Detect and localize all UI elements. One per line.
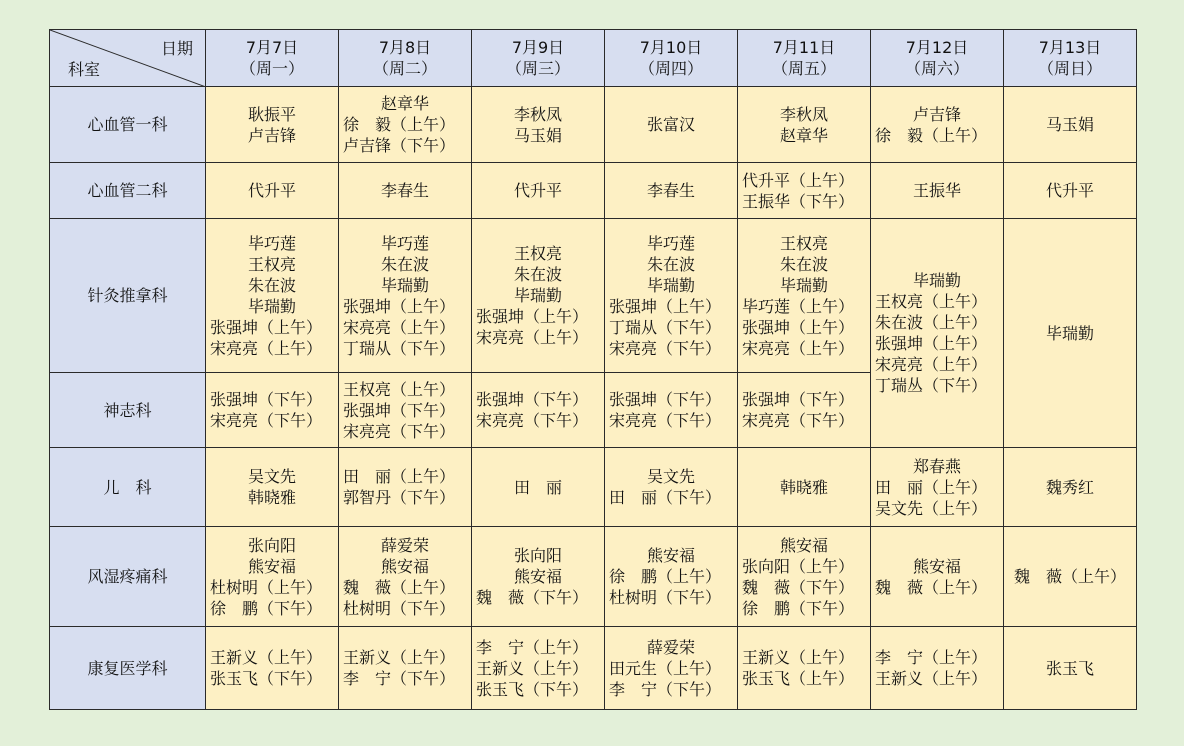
staff-entry: 田 丽 [513,477,562,497]
staff-entry: 杜树明（下午） [609,588,722,607]
staff-entry: 李 宁（下午） [609,679,722,699]
header-row [50,30,1137,87]
corner-header-cell [50,30,206,87]
duty-cell [472,627,605,710]
staff-entry: 吴文先 [247,467,296,486]
duty-cell [206,219,339,373]
staff-entry: 张强坤（上午） [609,296,722,316]
department-name: 康复医学科 [50,627,206,710]
duty-cell [339,527,472,627]
staff-entry: 李春生 [646,181,695,200]
staff-entry: 熊安福 [646,546,695,565]
duty-cell [206,373,339,448]
staff-entry: 赵章华 [779,125,828,145]
staff-entry: 张强坤（上午） [476,307,589,326]
staff-entry: 宋亮亮（上午） [210,338,323,358]
day-header [1004,30,1137,87]
staff-entry: 宋亮亮（上午） [742,338,855,358]
duty-cell-merged-sunday [1004,219,1137,448]
duty-cell [1004,163,1137,219]
day-date: 7月11日 [772,38,836,57]
staff-entry: 韩晓雅 [779,477,828,497]
staff-entry: 张强坤（上午） [343,296,456,316]
row-rehabilitation [50,627,1137,710]
staff-entry: 李秋凤 [513,104,562,124]
day-weekday: （周六） [904,59,969,78]
staff-entry: 代升平（上午） [742,170,855,190]
day-weekday: （周一） [239,59,304,78]
duty-cell [1004,448,1137,527]
staff-entry: 宋亮亮（上午） [343,317,456,337]
staff-entry: 熊安福 [247,556,296,576]
department-name: 儿 科 [50,448,206,527]
staff-entry: 宋亮亮（下午） [742,411,855,430]
staff-entry: 魏 薇（下午） [476,588,589,607]
row-cardio-2 [50,163,1137,219]
staff-entry: 李 宁（下午） [343,669,456,688]
duty-cell [871,527,1004,627]
duty-cell [605,373,738,448]
duty-cell [472,87,605,163]
staff-entry: 宋亮亮（下午） [476,411,589,430]
staff-entry: 毕巧莲 [380,233,429,253]
duty-cell [339,373,472,448]
staff-entry: 王新义（上午） [875,669,988,688]
duty-cell [605,527,738,627]
staff-entry: 毕瑞勤 [912,271,961,290]
staff-entry: 魏 薇（上午） [343,577,456,597]
staff-entry: 毕瑞勤 [380,275,429,295]
duty-cell [738,219,871,373]
duty-cell [605,219,738,373]
staff-entry: 张向阳 [247,535,296,555]
staff-entry: 李秋凤 [779,104,828,124]
staff-entry: 毕巧莲 [646,233,695,253]
staff-entry: 张向阳 [513,546,562,565]
staff-entry: 丁瑞从（下午） [609,317,722,337]
day-date: 7月10日 [639,38,703,57]
staff-entry: 张强坤（上午） [875,334,988,353]
staff-entry: 田 丽（下午） [609,488,722,507]
department-name: 风湿疼痛科 [50,527,206,627]
duty-cell [472,163,605,219]
staff-entry: 张强坤（上午） [742,317,855,337]
duty-cell [738,527,871,627]
staff-entry: 薛爱荣 [646,637,695,657]
duty-schedule-table [49,29,1137,710]
day-date: 7月9日 [511,38,565,57]
staff-entry: 魏秀红 [1045,477,1094,497]
duty-cell [605,448,738,527]
day-date: 7月13日 [1038,38,1102,57]
duty-cell [738,163,871,219]
day-date: 7月8日 [378,38,432,57]
duty-cell [206,627,339,710]
staff-entry: 徐 毅（上午） [343,115,456,134]
day-header [871,30,1004,87]
day-header [206,30,339,87]
duty-cell [738,373,871,448]
staff-entry: 王新义（上午） [742,648,855,667]
staff-entry: 代升平 [513,181,562,200]
staff-entry: 吴文先（上午） [875,498,988,518]
department-name: 心血管二科 [50,163,206,219]
staff-entry: 毕瑞勤 [779,275,828,295]
staff-entry: 魏 薇（下午） [742,577,855,597]
duty-cell [1004,627,1137,710]
staff-entry: 卢吉锋 [912,104,961,124]
corner-date-label: 日期 [160,39,193,58]
staff-entry: 马玉娟 [513,125,562,145]
staff-entry: 张强坤（下午） [742,390,855,409]
staff-entry: 吴文先 [646,467,695,486]
duty-cell [871,627,1004,710]
staff-entry: 朱在波 [513,265,562,284]
staff-entry: 张向阳（上午） [742,556,855,576]
duty-cell [206,448,339,527]
staff-entry: 张富汉 [646,115,695,134]
staff-entry: 宋亮亮（下午） [210,411,323,430]
staff-entry: 熊安福 [380,556,429,576]
staff-entry: 卢吉锋 [247,125,296,145]
duty-cell [339,163,472,219]
row-cardio-1 [50,87,1137,163]
duty-cell [339,627,472,710]
staff-entry: 代升平 [1045,181,1094,200]
day-date: 7月7日 [245,38,299,57]
staff-entry: 卢吉锋（下午） [343,136,456,155]
staff-entry: 张强坤（下午） [476,390,589,409]
staff-entry: 毕瑞勤 [513,286,562,305]
duty-cell [1004,87,1137,163]
staff-entry: 丁瑞丛（下午） [875,376,988,395]
duty-cell [605,163,738,219]
staff-entry: 朱在波 [646,254,695,274]
day-header [738,30,871,87]
day-weekday: （周三） [505,59,570,78]
day-header [605,30,738,87]
staff-entry: 李春生 [380,181,429,200]
staff-entry: 丁瑞从（下午） [343,338,456,358]
staff-entry: 张玉飞（下午） [210,669,323,688]
day-weekday: （周五） [771,59,836,78]
staff-entry: 耿振平 [247,104,296,124]
day-header [339,30,472,87]
day-weekday: （周日） [1037,59,1102,78]
duty-cell [472,219,605,373]
department-name: 心血管一科 [50,87,206,163]
staff-entry: 王权亮（上午） [343,379,456,399]
day-date: 7月12日 [905,38,969,57]
staff-entry: 韩晓雅 [247,488,296,507]
staff-entry: 王新义（上午） [476,658,589,678]
staff-entry: 宋亮亮（下午） [343,421,456,441]
duty-cell [472,448,605,527]
staff-entry: 田 丽（上午） [343,467,456,486]
duty-cell [738,627,871,710]
duty-cell [206,527,339,627]
staff-entry: 毕瑞勤 [646,275,695,295]
duty-cell [339,448,472,527]
duty-cell [206,87,339,163]
duty-cell [738,87,871,163]
staff-entry: 朱在波（上午） [875,313,988,332]
staff-entry: 魏 薇（上午） [1013,567,1126,586]
staff-entry: 张玉飞 [1045,658,1094,678]
staff-entry: 熊安福 [513,567,562,586]
staff-entry: 马玉娟 [1045,115,1094,134]
staff-entry: 郑春燕 [912,456,961,476]
staff-entry: 宋亮亮（下午） [609,411,722,430]
duty-cell [738,448,871,527]
staff-entry: 王振华（下午） [742,191,855,211]
staff-entry: 宋亮亮（上午） [476,328,589,347]
staff-entry: 张强坤（上午） [210,317,323,337]
staff-entry: 熊安福 [912,556,961,576]
staff-entry: 朱在波 [247,275,296,295]
staff-entry: 王权亮（上午） [875,292,988,311]
row-rheumatology [50,527,1137,627]
staff-entry: 王权亮 [513,244,562,263]
department-name: 神志科 [50,373,206,448]
staff-entry: 徐 毅（上午） [875,125,988,145]
duty-cell [605,87,738,163]
staff-entry: 朱在波 [779,254,828,274]
staff-entry: 赵章华 [380,94,429,113]
staff-entry: 李 宁（上午） [476,637,589,657]
duty-cell [339,87,472,163]
staff-entry: 毕瑞勤 [247,296,296,316]
duty-cell [472,373,605,448]
staff-entry: 田 丽（上午） [875,477,988,497]
day-weekday: （周四） [638,59,703,78]
staff-entry: 王新义（上午） [210,648,323,667]
staff-entry: 朱在波 [380,254,429,274]
duty-cell [206,163,339,219]
staff-entry: 薛爱荣 [380,535,429,555]
staff-entry: 田元生（上午） [609,658,722,678]
staff-entry: 张玉飞（上午） [742,669,855,688]
staff-entry: 郭智丹（下午） [343,488,456,507]
day-header [472,30,605,87]
staff-entry: 张玉飞（下午） [476,679,589,699]
staff-entry: 徐 鹏（上午） [609,567,722,586]
duty-cell [339,219,472,373]
duty-cell [472,527,605,627]
staff-entry: 杜树明（上午） [210,577,323,597]
staff-entry: 王权亮 [247,254,296,274]
staff-entry: 王振华 [912,181,961,200]
duty-cell [871,163,1004,219]
duty-cell [871,448,1004,527]
staff-entry: 代升平 [247,181,296,200]
duty-cell-merged-saturday [871,219,1004,448]
staff-entry: 张强坤（下午） [609,390,722,409]
staff-entry: 毕巧莲 [247,233,296,253]
staff-entry: 张强坤（下午） [343,400,456,420]
day-weekday: （周二） [372,59,437,78]
staff-entry: 张强坤（下午） [210,390,323,409]
row-acupuncture [50,219,1137,373]
duty-cell [871,87,1004,163]
staff-entry: 王新义（上午） [343,648,456,667]
duty-cell [1004,527,1137,627]
staff-entry: 徐 鹏（下午） [742,598,855,618]
row-pediatrics [50,448,1137,527]
corner-dept-label: 科室 [68,60,101,79]
duty-cell [605,627,738,710]
staff-entry: 宋亮亮（上午） [875,355,988,374]
staff-entry: 李 宁（上午） [875,648,988,667]
staff-entry: 魏 薇（上午） [875,577,988,597]
staff-entry: 徐 鹏（下午） [210,598,323,618]
staff-entry: 王权亮 [779,233,828,253]
staff-entry: 毕巧莲（上午） [742,296,855,316]
staff-entry: 熊安福 [779,535,828,555]
staff-entry: 宋亮亮（下午） [609,338,722,358]
staff-entry: 毕瑞勤 [1045,323,1094,343]
staff-entry: 杜树明（下午） [343,598,456,618]
department-name: 针灸推拿科 [50,219,206,373]
